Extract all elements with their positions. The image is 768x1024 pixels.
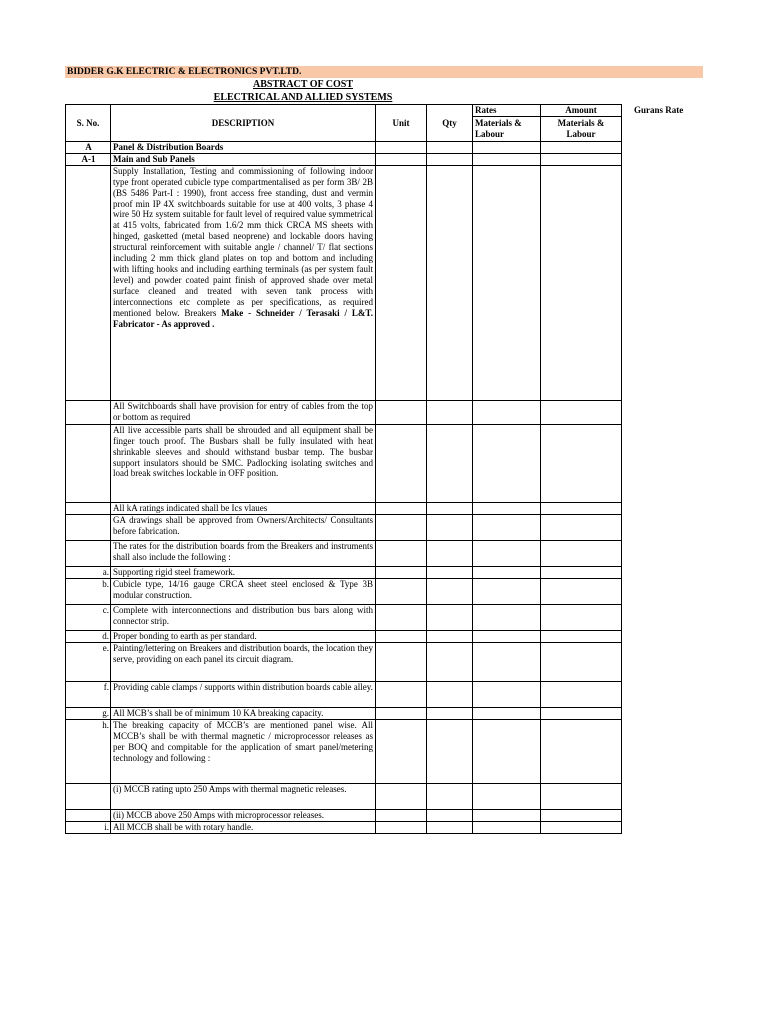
row-description: Complete with interconnections and distribution bus bars along with connector strip. [111, 604, 376, 630]
row-description: The breaking capacity of MCCB’s are mentioned panel wise. All MCCB’s shall be with thermal magnetic / microprocessor releases as per BOQ and compitable for the application of smart panel/metering technology and following : [111, 719, 376, 783]
col-header-qty: Qty [427, 105, 473, 142]
row-description: GA drawings shall be approved from Owners/Architects/ Consultants before fabrication. [111, 514, 376, 540]
row-sno: a. [66, 566, 111, 578]
table-row [66, 165, 622, 400]
row-description: Supporting rigid steel framework. [111, 566, 376, 578]
row-sno: f. [66, 681, 111, 707]
row-sno: e. [66, 642, 111, 681]
table-row [66, 502, 622, 514]
row-sno: c. [66, 604, 111, 630]
table-row [66, 821, 622, 833]
boq-table [65, 104, 622, 834]
bidder-bar: BIDDER G.K ELECTRIC & ELECTRONICS PVT.LTD. [65, 66, 703, 78]
row-sno: A [66, 141, 111, 153]
table-row [66, 400, 622, 424]
row-sno: A-1 [66, 153, 111, 165]
row-description: (i) MCCB rating upto 250 Amps with thermal magnetic releases. [111, 783, 376, 809]
col-header-unit: Unit [376, 105, 427, 142]
row-description: Cubicle type, 14/16 gauge CRCA sheet steel enclosed & Type 3B modular construction. [111, 578, 376, 604]
row-description: All live accessible parts shall be shrouded and all equipment shall be finger touch proof. The Busbars shall be fully insulated with heat shrinkable sleeves and should withstand busbar temp. The busbar support insulators should be SMC. Padlocking isolating switches and load break switches lockable in OFF position. [111, 424, 376, 502]
table-row [66, 681, 622, 707]
row-description: Supply Installation, Testing and commissioning of following indoor type front operated cubicle type compartmentalised as per form 3B/ 2B (BS 5486 Part-I : 1990), front access free standing, dust and vermin proof min IP 4X switchboards suitable for use at 400 volts, 3 phase 4 wire 50 Hz system suitable for fault level of required value symmetrical at 415 volts, fabricated from 1.6/2 mm thick CRCA MS sheets with hinged, gasketted (metal based neoprene) and lockable doors having structural reinforcement with suitable angle / channel/ T/ flat sections including 2 mm thick gland plates on top and bottom and including with lifting hooks and including earthing terminals (as per system fault level) and powder coated paint finish of approved shade over metal surface cleaned and treated with seven tank process with interconnections etc complete as per specifications, as required mentioned below. Breakers Make - Schneider / Terasaki / L&T. Fabricator - As approved . [111, 165, 376, 400]
table-row [66, 540, 622, 566]
col-header-rates-sub: Materials & Labour [473, 116, 541, 141]
row-description: All MCB’s shall be of minimum 10 KA breaking capacity. [111, 707, 376, 719]
row-sno: g. [66, 707, 111, 719]
row-description: All Switchboards shall have provision for entry of cables from the top or bottom as required [111, 400, 376, 424]
table-row [66, 783, 622, 809]
row-description: Proper bonding to earth as per standard. [111, 630, 376, 642]
table-row [66, 153, 622, 165]
table-row [66, 578, 622, 604]
col-header-description: DESCRIPTION [111, 105, 376, 142]
table-row [66, 514, 622, 540]
col-header-rates: Rates [473, 105, 541, 117]
row-description: Main and Sub Panels [111, 153, 376, 165]
row-sno: d. [66, 630, 111, 642]
row-description: Painting/lettering on Breakers and distribution boards, the location they serve, providing on each panel its circuit diagram. [111, 642, 376, 681]
table-row [66, 642, 622, 681]
row-description: All MCCB shall be with rotary handle. [111, 821, 376, 833]
row-sno: i. [66, 821, 111, 833]
table-row [66, 809, 622, 821]
gurans-rate-label: Gurans Rate [634, 105, 684, 115]
row-description: Panel & Distribution Boards [111, 141, 376, 153]
row-description: (ii) MCCB above 250 Amps with microprocessor releases. [111, 809, 376, 821]
col-header-amount-sub: Materials & Labour [541, 116, 622, 141]
col-header-amount: Amount [541, 105, 622, 117]
table-row [66, 566, 622, 578]
table-row [66, 424, 622, 502]
row-description: Providing cable clamps / supports within distribution boards cable alley. [111, 681, 376, 707]
row-sno: b. [66, 578, 111, 604]
row-description: All kA ratings indicated shall be Ics vlaues [111, 502, 376, 514]
row-sno: h. [66, 719, 111, 783]
col-header-sno: S. No. [66, 105, 111, 142]
table-row [66, 604, 622, 630]
row-description: The rates for the distribution boards from the Breakers and instruments shall also include the following : [111, 540, 376, 566]
table-row [66, 719, 622, 783]
document-title: ABSTRACT OF COST [252, 79, 354, 90]
table-row [66, 630, 622, 642]
document-subtitle: ELECTRICAL AND ALLIED SYSTEMS [213, 92, 393, 103]
table-row [66, 707, 622, 719]
table-row [66, 141, 622, 153]
